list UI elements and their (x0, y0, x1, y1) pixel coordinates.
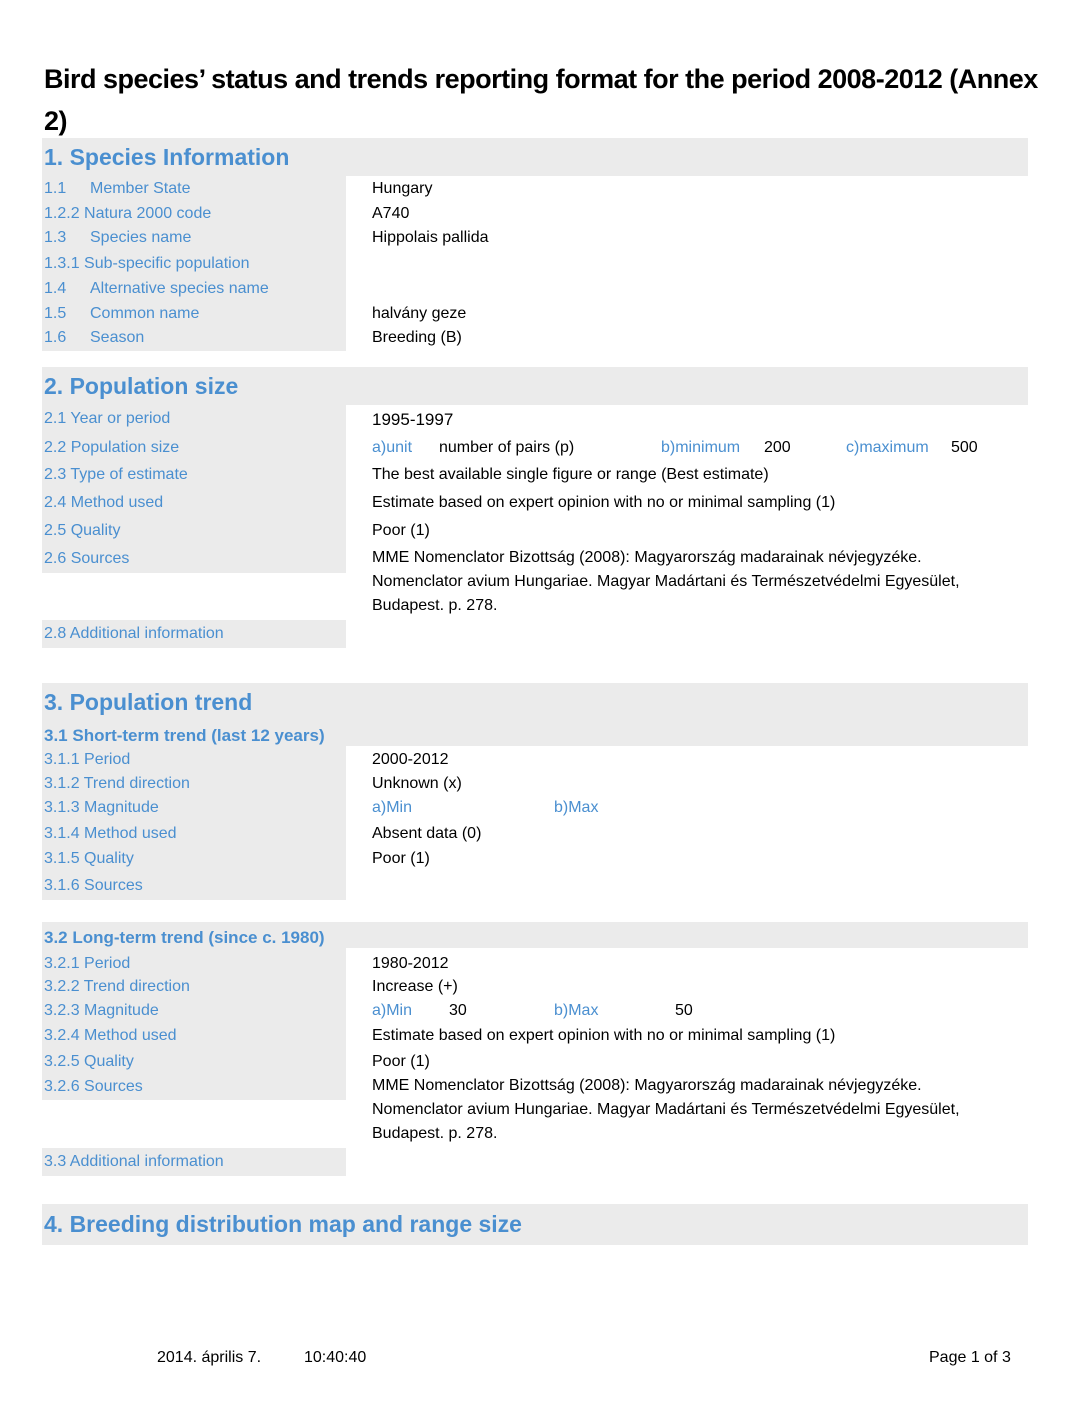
long-sources-label: 3.2.6 Sources (44, 1078, 143, 1095)
section-2-heading: 2. Population size (44, 373, 239, 399)
species-row-label: 1.2.2 Natura 2000 code (44, 205, 212, 222)
species-row-label: 1.4 Alternative species name (44, 280, 269, 297)
long-sources-value: MME Nomenclator Bizottság (2008): Magyarország madarainak névjegyzéke. Nomenclator avium Hungariae. Magyar Madártani és Természetvédelmi Egyesület, Budapest. p. 278. (372, 1077, 960, 1142)
footer-date: 2014. április 7. (157, 1349, 262, 1366)
unit-label: a)unit (372, 439, 413, 456)
species-row-label: 1.1 Member State (44, 180, 191, 197)
species-row-label: 1.3 Species name (44, 229, 192, 246)
short-direction-value: Unknown (x) (372, 775, 462, 792)
maximum-value: 500 (951, 439, 978, 456)
long-quality-value: Poor (1) (372, 1053, 430, 1070)
natura-code-value: A740 (372, 205, 410, 222)
species-name-value: Hippolais pallida (372, 229, 489, 246)
short-min-label: a)Min (372, 799, 413, 816)
section-3-heading: 3. Population trend (44, 689, 253, 715)
long-quality-label: 3.2.5 Quality (44, 1053, 134, 1070)
method-label: 2.4 Method used (44, 494, 164, 511)
common-name-value: halvány geze (372, 305, 467, 322)
long-term-heading: 3.2 Long-term trend (since c. 1980) (44, 928, 325, 947)
sources-label: 2.6 Sources (44, 550, 130, 567)
short-magnitude-label: 3.1.3 Magnitude (44, 799, 159, 816)
member-state-value: Hungary (372, 180, 433, 197)
unit-value: number of pairs (p) (439, 439, 575, 456)
year-value: 1995-1997 (372, 410, 454, 429)
short-period-label: 3.1.1 Period (44, 751, 131, 768)
type-of-estimate-value: The best available single figure or range (Best estimate) (372, 466, 769, 483)
long-method-value: Estimate based on expert opinion with no or minimal sampling (1) (372, 1027, 836, 1044)
section-4-heading: 4. Breeding distribution map and range size (44, 1211, 522, 1237)
short-sources-label: 3.1.6 Sources (44, 877, 143, 894)
species-row-label: 1.3.1 Sub-specific population (44, 255, 250, 272)
long-max-label: b)Max (554, 1002, 599, 1019)
minimum-value: 200 (764, 439, 791, 456)
additional-info-label: 2.8 Additional information (44, 625, 224, 642)
year-label: 2.1 Year or period (44, 410, 171, 427)
trend-additional-info-label: 3.3 Additional information (44, 1153, 224, 1170)
long-min-value: 30 (449, 1002, 467, 1019)
species-row-label: 1.5 Common name (44, 305, 200, 322)
short-method-label: 3.1.4 Method used (44, 825, 177, 842)
section-2-label-column (42, 405, 346, 573)
long-direction-value: Increase (+) (372, 978, 458, 995)
sources-value: MME Nomenclator Bizottság (2008): Magyarország madarainak névjegyzéke. Nomenclator avium Hungariae. Magyar Madártani és Természetvédelmi Egyesület, Budapest. p. 278. (372, 549, 960, 614)
type-of-estimate-label: 2.3 Type of estimate (44, 466, 188, 483)
method-value: Estimate based on expert opinion with no or minimal sampling (1) (372, 494, 836, 511)
short-quality-label: 3.1.5 Quality (44, 850, 134, 867)
long-period-label: 3.2.1 Period (44, 955, 131, 972)
long-magnitude-label: 3.2.3 Magnitude (44, 1002, 159, 1019)
section-1-heading: 1. Species Information (44, 144, 290, 170)
species-row-label: 1.6 Season (44, 329, 145, 346)
long-direction-label: 3.2.2 Trend direction (44, 978, 190, 995)
short-term-heading: 3.1 Short-term trend (last 12 years) (44, 726, 325, 745)
short-direction-label: 3.1.2 Trend direction (44, 775, 190, 792)
long-min-label: a)Min (372, 1002, 413, 1019)
short-quality-value: Poor (1) (372, 850, 430, 867)
quality-value: Poor (1) (372, 522, 430, 539)
quality-label: 2.5 Quality (44, 522, 121, 539)
footer-time: 10:40:40 (304, 1349, 367, 1366)
short-period-value: 2000-2012 (372, 751, 449, 768)
season-value: Breeding (B) (372, 329, 462, 346)
long-method-label: 3.2.4 Method used (44, 1027, 177, 1044)
long-period-value: 1980-2012 (372, 955, 449, 972)
short-method-value: Absent data (0) (372, 825, 482, 842)
population-size-label: 2.2 Population size (44, 439, 180, 456)
document-title: Bird species’ status and trends reporting format for the period 2008-2012 (Annex 2) (44, 64, 1038, 136)
footer-page-number: Page 1 of 3 (929, 1349, 1011, 1366)
short-max-label: b)Max (554, 799, 599, 816)
long-max-value: 50 (675, 1002, 693, 1019)
maximum-label: c)maximum (846, 439, 929, 456)
minimum-label: b)minimum (661, 439, 741, 456)
